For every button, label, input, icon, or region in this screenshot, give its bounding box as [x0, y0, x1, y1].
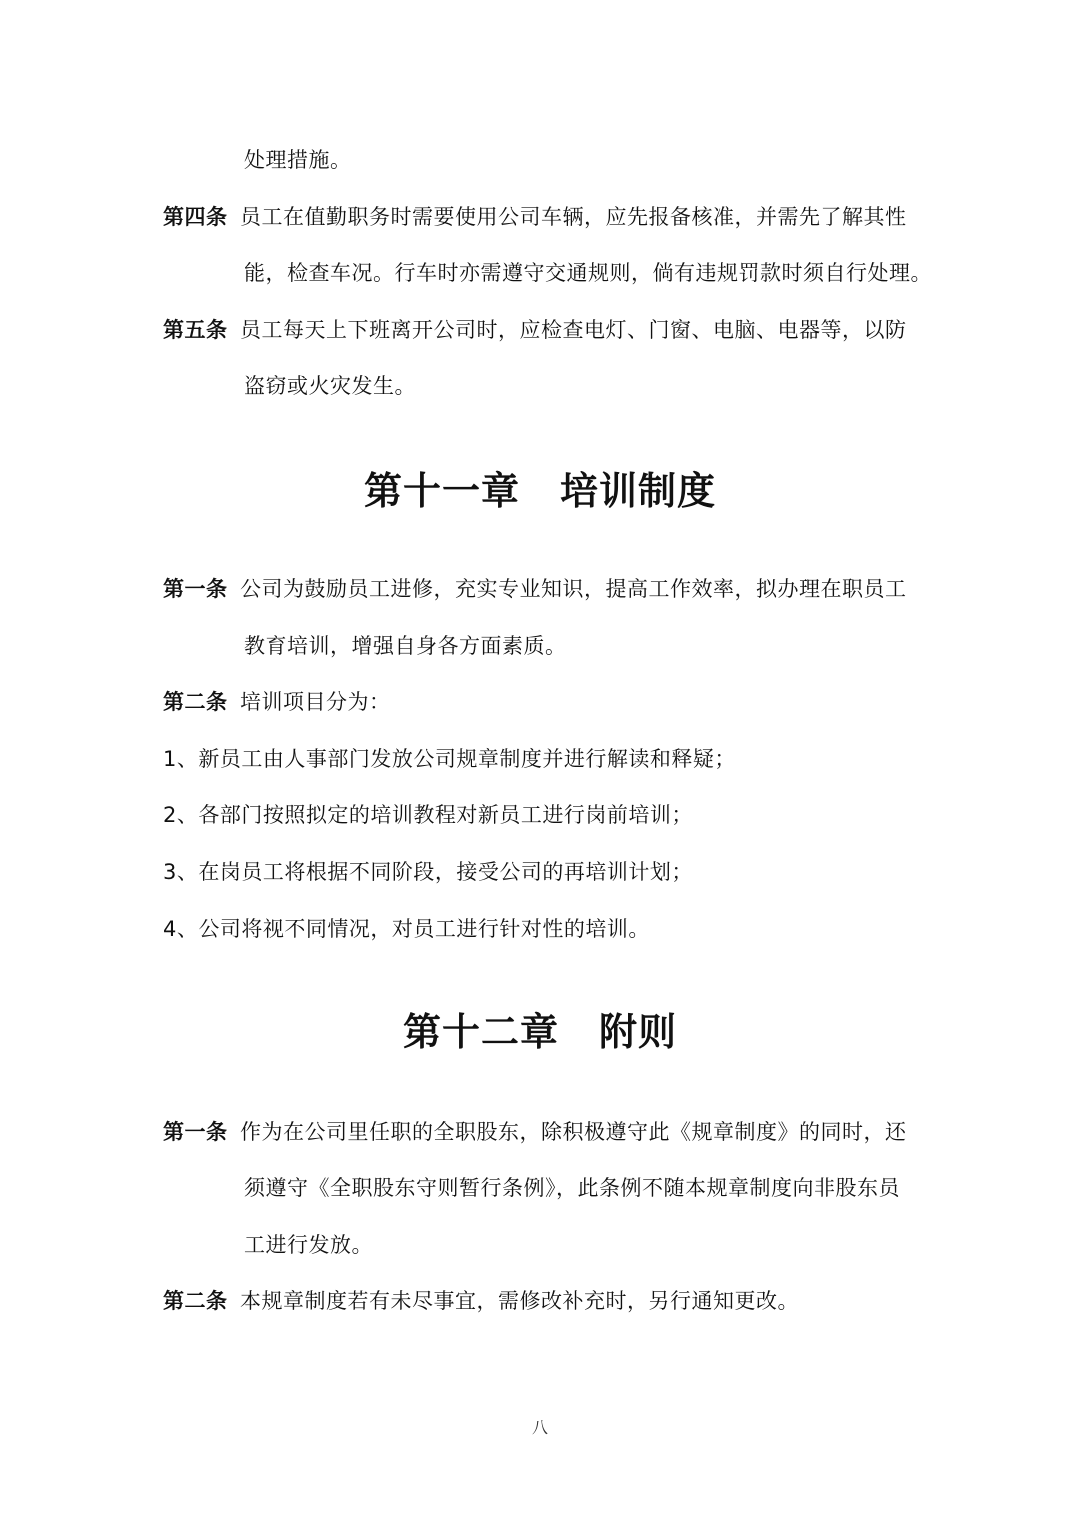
chapter-12-heading	[0, 1007, 1080, 1057]
article-label: 第五条	[163, 318, 228, 342]
article-text: 员工在值勤职务时需要使用公司车辆，应先报备核准，并需先了解其性	[240, 205, 907, 229]
article-label: 第二条	[163, 690, 228, 714]
paragraph-line	[244, 1173, 900, 1203]
article-label: 第二条	[163, 1289, 228, 1313]
article-text: 员工每天上下班离开公司时，应检查电灯、门窗、电脑、电器等，以防	[240, 318, 907, 342]
list-item-text: 3、在岗员工将根据不同阶段，接受公司的再培训计划；	[163, 860, 693, 884]
chapter-title: 附则	[599, 1010, 678, 1054]
chapter-11-article-1	[163, 574, 907, 604]
chapter-12-article-1	[163, 1117, 907, 1147]
paragraph-line	[244, 631, 567, 661]
list-item	[163, 857, 693, 887]
text: 处理措施。	[244, 148, 352, 172]
list-item	[163, 800, 693, 830]
list-item	[163, 914, 650, 944]
paragraph-line	[244, 258, 932, 288]
chapter-11-article-2	[163, 687, 391, 717]
list-item-text: 2、各部门按照拟定的培训教程对新员工进行岗前培训；	[163, 803, 693, 827]
list-item-text: 1、新员工由人事部门发放公司规章制度并进行解读和释疑；	[163, 747, 736, 771]
chapter-number: 第十一章	[363, 469, 520, 513]
text: 教育培训，增强自身各方面素质。	[244, 634, 567, 658]
article-text: 本规章制度若有未尽事宜，需修改补充时，另行通知更改。	[240, 1289, 799, 1313]
article-label: 第一条	[163, 577, 228, 601]
article-4	[163, 202, 907, 232]
article-text: 作为在公司里任职的全职股东，除积极遵守此《规章制度》的同时，还	[240, 1120, 907, 1144]
text: 须遵守《全职股东守则暂行条例》，此条例不随本规章制度向非股东员	[244, 1176, 900, 1200]
article-label: 第四条	[163, 205, 228, 229]
paragraph-line	[244, 1230, 373, 1260]
article-label: 第一条	[163, 1120, 228, 1144]
article-text: 培训项目分为：	[240, 690, 391, 714]
text: 盗窃或火灾发生。	[244, 374, 416, 398]
paragraph-line	[244, 371, 416, 401]
paragraph-line	[244, 145, 352, 175]
page-number: 八	[531, 1418, 548, 1437]
text: 能，检查车况。行车时亦需遵守交通规则，倘有违规罚款时须自行处理。	[244, 261, 932, 285]
list-item	[163, 744, 736, 774]
chapter-title: 培训制度	[560, 469, 717, 513]
text: 工进行发放。	[244, 1233, 373, 1257]
list-item-text: 4、公司将视不同情况，对员工进行针对性的培训。	[163, 917, 650, 941]
article-text: 公司为鼓励员工进修，充实专业知识，提高工作效率，拟办理在职员工	[240, 577, 907, 601]
chapter-number: 第十二章	[402, 1010, 559, 1054]
chapter-11-heading	[0, 466, 1080, 516]
article-5	[163, 315, 907, 345]
chapter-12-article-2	[163, 1286, 799, 1316]
